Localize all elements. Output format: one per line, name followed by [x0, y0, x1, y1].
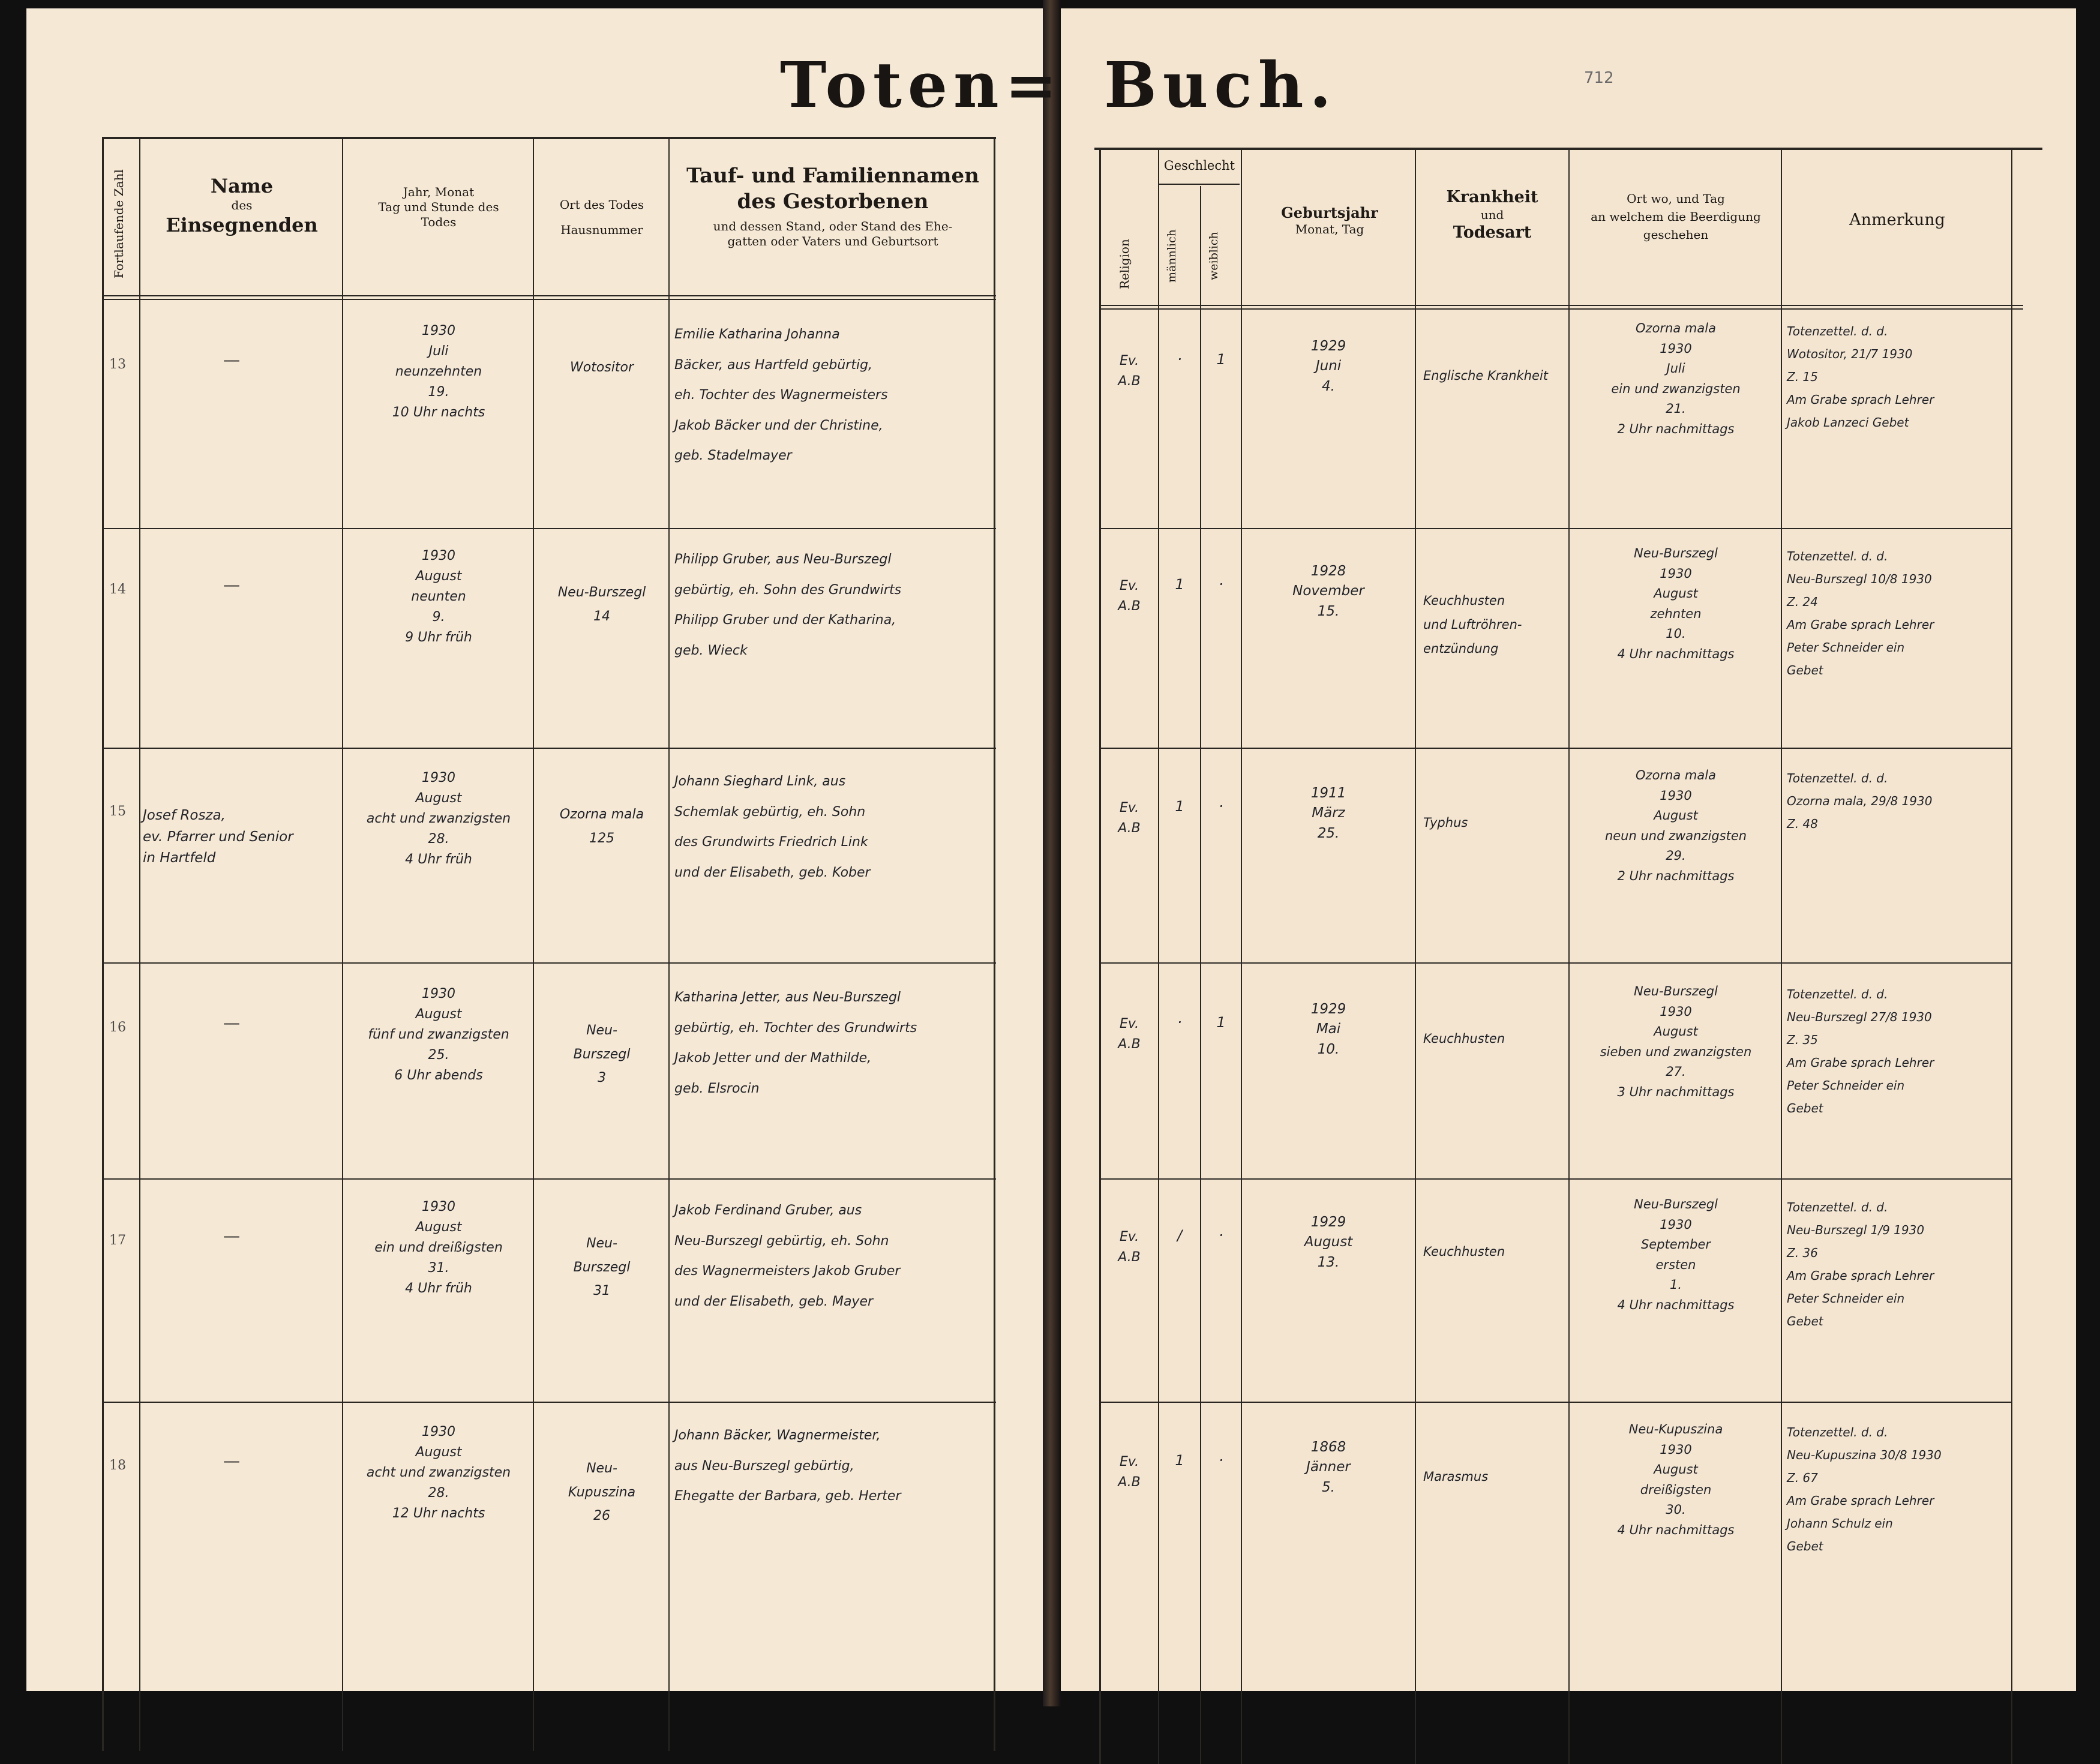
- right-col-6: [1781, 150, 1782, 1764]
- header-maennlich: männlich: [1165, 229, 1178, 283]
- religion: Ev. A.B: [1118, 1229, 1141, 1265]
- religion: Ev. A.B: [1118, 1454, 1141, 1490]
- sterbeort: Wotositor: [569, 360, 634, 375]
- header-tauf-big: Tauf- und Familiennamen: [686, 164, 979, 188]
- beerdigung: Ozorna mala 1930 August neun und zwanzigsten 29. 2 Uhr nachmittags: [1604, 768, 1747, 883]
- maennlich-mark: 1: [1175, 798, 1184, 815]
- anmerkung: Totenzettel. d. d. Neu-Burszegl 10/8 1930 Z. 24 Am Grabe sprach Lehrer Peter Schneider ein Gebet: [1787, 549, 1934, 677]
- sterbeort: Neu- Burszegl 3: [573, 1023, 631, 1086]
- maennlich-mark: 1: [1175, 576, 1184, 593]
- gestorbener-name: Emilie Katharina Johanna Bäcker, aus Hartfeld gebürtig, eh. Tochter des Wagnermeisters Jakob Bäcker und der Christine, geb. Stadelmayer: [674, 327, 888, 464]
- book-gutter: [1043, 0, 1061, 1706]
- header-beerdigung: Ort wo, und Tag an welchem die Beerdigung geschehen: [1591, 191, 1761, 242]
- krankheit: Marasmus: [1423, 1469, 1489, 1484]
- sterbeort: Neu- Kupuszina 26: [568, 1461, 636, 1524]
- geburtsdatum: 1929 Mai 10.: [1310, 1001, 1346, 1057]
- header-name-big: Name: [210, 175, 274, 197]
- left-row-sep-3: [102, 962, 996, 964]
- todeszeit: 1930 August acht und zwanzigsten 28. 4 Uhr früh: [366, 770, 511, 868]
- title-right: Buch.: [1104, 48, 1337, 122]
- left-col-3: [533, 137, 534, 1751]
- krankheit: Keuchhusten: [1423, 1244, 1505, 1259]
- right-header-rule-2: [1099, 308, 2023, 310]
- header-tauf: [671, 163, 995, 249]
- anmerkung: Totenzettel. d. d. Neu-Kupuszina 30/8 1930 Z. 67 Am Grabe sprach Lehrer Johann Schulz ein Gebet: [1787, 1425, 1942, 1553]
- right-col-1: [1158, 150, 1159, 1764]
- header-tauf-small: und dessen Stand, oder Stand des Ehe- gatten oder Vaters und Geburtsort: [713, 219, 953, 248]
- religion: Ev. A.B: [1118, 1016, 1141, 1052]
- geburtsdatum: 1929 Juni 4.: [1310, 338, 1346, 394]
- left-col-4: [668, 137, 670, 1751]
- weiblich-mark: ·: [1219, 576, 1223, 593]
- krankheit: Englische Krankheit: [1423, 368, 1549, 383]
- weiblich-mark: 1: [1216, 1014, 1226, 1031]
- maennlich-mark: /: [1177, 1227, 1183, 1244]
- einsegnender: —: [223, 1451, 240, 1471]
- krankheit: Keuchhusten: [1423, 1031, 1505, 1046]
- weiblich-mark: ·: [1219, 1452, 1223, 1469]
- todeszeit: 1930 August fünf und zwanzigsten 25. 6 Uhr abends: [368, 986, 509, 1084]
- religion: Ev. A.B: [1118, 800, 1141, 836]
- left-row-sep-2: [102, 748, 996, 749]
- header-name-small: des: [231, 198, 253, 212]
- header-religion: Religion: [1117, 239, 1132, 289]
- sterbeort: Neu- Burszegl 31: [573, 1236, 631, 1299]
- anmerkung: Totenzettel. d. d. Ozorna mala, 29/8 1930 Z. 48: [1787, 771, 1933, 831]
- right-row-sep-4: [1099, 1178, 2011, 1180]
- header-krankheit-big2: Todesart: [1453, 223, 1532, 242]
- geschlecht-rule: [1159, 184, 1240, 185]
- right-col-5: [1568, 150, 1570, 1764]
- todeszeit: 1930 Juli neunzehnten 19. 10 Uhr nachts: [392, 323, 485, 421]
- left-col-1: [139, 137, 140, 1751]
- todeszeit: 1930 August acht und zwanzigsten 28. 12 Uhr nachts: [366, 1424, 511, 1522]
- gestorbener-name: Katharina Jetter, aus Neu-Burszegl gebürtig, eh. Tochter des Grundwirts Jakob Jetter und der Mathilde, geb. Elsrocin: [674, 990, 917, 1096]
- row-number: 14: [109, 582, 126, 597]
- geburtsdatum: 1911 März 25.: [1310, 785, 1346, 841]
- left-row-sep-1: [102, 528, 996, 529]
- maennlich-mark: ·: [1177, 351, 1182, 368]
- gestorbener-name: Philipp Gruber, aus Neu-Burszegl gebürtig, eh. Sohn des Grundwirts Philipp Gruber und der Katharina, geb. Wieck: [674, 552, 902, 658]
- right-row-sep-5: [1099, 1402, 2011, 1403]
- religion: Ev. A.B: [1118, 578, 1141, 614]
- anmerkung: Totenzettel. d. d. Neu-Burszegl 27/8 1930 Z. 35 Am Grabe sprach Lehrer Peter Schneider ein Gebet: [1787, 987, 1934, 1115]
- right-col-3: [1241, 150, 1242, 1764]
- left-col-5: [994, 137, 995, 1751]
- header-geburtsjahr-big: Geburtsjahr: [1281, 204, 1378, 221]
- right-col-2: [1200, 186, 1201, 1764]
- left-top-rule: [102, 137, 996, 139]
- header-geschlecht: Geschlecht: [1163, 158, 1235, 173]
- weiblich-mark: 1: [1216, 351, 1226, 368]
- left-header-rule-2: [102, 299, 996, 300]
- header-name-big2: Einsegnenden: [166, 214, 318, 236]
- row-number: 18: [109, 1458, 126, 1473]
- header-geburtsjahr-small: Monat, Tag: [1295, 222, 1364, 236]
- beerdigung: Neu-Burszegl 1930 August sieben und zwanzigsten 27. 3 Uhr nachmittags: [1600, 984, 1752, 1099]
- header-geburtsjahr: [1244, 204, 1415, 237]
- row-number: 17: [109, 1233, 126, 1248]
- header-tauf-mid: des Gestorbenen: [737, 189, 929, 214]
- right-border: [1099, 150, 1101, 1764]
- row-number: 15: [109, 804, 126, 819]
- einsegnender: —: [223, 1226, 240, 1246]
- anmerkung: Totenzettel. d. d. Neu-Burszegl 1/9 1930 Z. 36 Am Grabe sprach Lehrer Peter Schneider ein Gebet: [1787, 1200, 1934, 1328]
- row-number: 13: [109, 357, 126, 372]
- header-ort: Ort des Todes Hausnummer: [559, 197, 644, 237]
- maennlich-mark: ·: [1177, 1014, 1182, 1031]
- header-krankheit-big: Krankheit: [1446, 188, 1538, 206]
- sterbeort: Neu-Burszegl 14: [557, 585, 646, 624]
- beerdigung: Ozorna mala 1930 Juli ein und zwanzigsten 21. 2 Uhr nachmittags: [1611, 321, 1741, 436]
- sterbeort: Ozorna mala 125: [559, 807, 644, 846]
- header-name: [142, 174, 342, 237]
- geburtsdatum: 1868 Jänner 5.: [1306, 1439, 1351, 1495]
- header-krankheit: [1417, 187, 1567, 243]
- religion: Ev. A.B: [1118, 353, 1141, 389]
- right-row-sep-1: [1099, 528, 2011, 529]
- left-border: [102, 137, 104, 1751]
- left-row-sep-4: [102, 1178, 996, 1180]
- weiblich-mark: ·: [1219, 1227, 1223, 1244]
- left-header-rule-1: [102, 295, 996, 296]
- beerdigung: Neu-Burszegl 1930 August zehnten 10. 4 Uhr nachmittags: [1617, 546, 1735, 661]
- beerdigung: Neu-Kupuszina 1930 August dreißigsten 30. 4 Uhr nachmittags: [1617, 1422, 1735, 1537]
- gestorbener-name: Johann Sieghard Link, aus Schemlak gebürtig, eh. Sohn des Grundwirts Friedrich Link und der Elisabeth, geb. Kober: [674, 774, 871, 880]
- krankheit: Typhus: [1423, 815, 1468, 830]
- einsegnender: —: [223, 350, 240, 370]
- einsegnender: —: [223, 1013, 240, 1033]
- row-number: 16: [109, 1020, 126, 1035]
- right-header-rule-1: [1099, 305, 2023, 306]
- right-col-4: [1415, 150, 1416, 1764]
- right-col-7: [2011, 150, 2012, 1764]
- header-weiblich: weiblich: [1207, 232, 1220, 281]
- anmerkung: Totenzettel. d. d. Wotositor, 21/7 1930 Z. 15 Am Grabe sprach Lehrer Jakob Lanzeci Gebet: [1787, 324, 1934, 430]
- left-row-sep-5: [102, 1402, 996, 1403]
- einsegnender: —: [223, 575, 240, 595]
- header-anmerkung: Anmerkung: [1849, 211, 1945, 229]
- geburtsdatum: 1929 August 13.: [1304, 1214, 1353, 1270]
- todeszeit: 1930 August ein und dreißigsten 31. 4 Uhr früh: [374, 1199, 503, 1297]
- header-krankheit-small: und: [1480, 207, 1504, 222]
- right-row-sep-3: [1099, 962, 2011, 964]
- title-left: Toten=: [780, 48, 1063, 122]
- gestorbener-name: Johann Bäcker, Wagnermeister, aus Neu-Burszegl gebürtig, Ehegatte der Barbara, geb. Herter: [674, 1428, 901, 1504]
- krankheit: Keuchhusten und Luftröhren- entzündung: [1423, 593, 1522, 656]
- right-row-sep-2: [1099, 748, 2011, 749]
- maennlich-mark: 1: [1175, 1452, 1184, 1469]
- einsegnender: Josef Rosza, ev. Pfarrer und Senior in Hartfeld: [143, 808, 293, 866]
- header-fortlaufende-zahl: Fortlaufende Zahl: [112, 169, 126, 278]
- gestorbener-name: Jakob Ferdinand Gruber, aus Neu-Burszegl gebürtig, eh. Sohn des Wagnermeisters Jakob Gruber und der Elisabeth, geb. Mayer: [674, 1203, 901, 1309]
- beerdigung: Neu-Burszegl 1930 September ersten 1. 4 Uhr nachmittags: [1617, 1197, 1735, 1312]
- left-col-2: [342, 137, 343, 1751]
- page-number: 712: [1584, 69, 1614, 87]
- geburtsdatum: 1928 November 15.: [1292, 563, 1364, 619]
- todeszeit: 1930 August neunten 9. 9 Uhr früh: [405, 548, 472, 646]
- weiblich-mark: ·: [1219, 798, 1223, 815]
- header-jahr: Jahr, Monat Tag und Stunde des Todes: [378, 185, 499, 229]
